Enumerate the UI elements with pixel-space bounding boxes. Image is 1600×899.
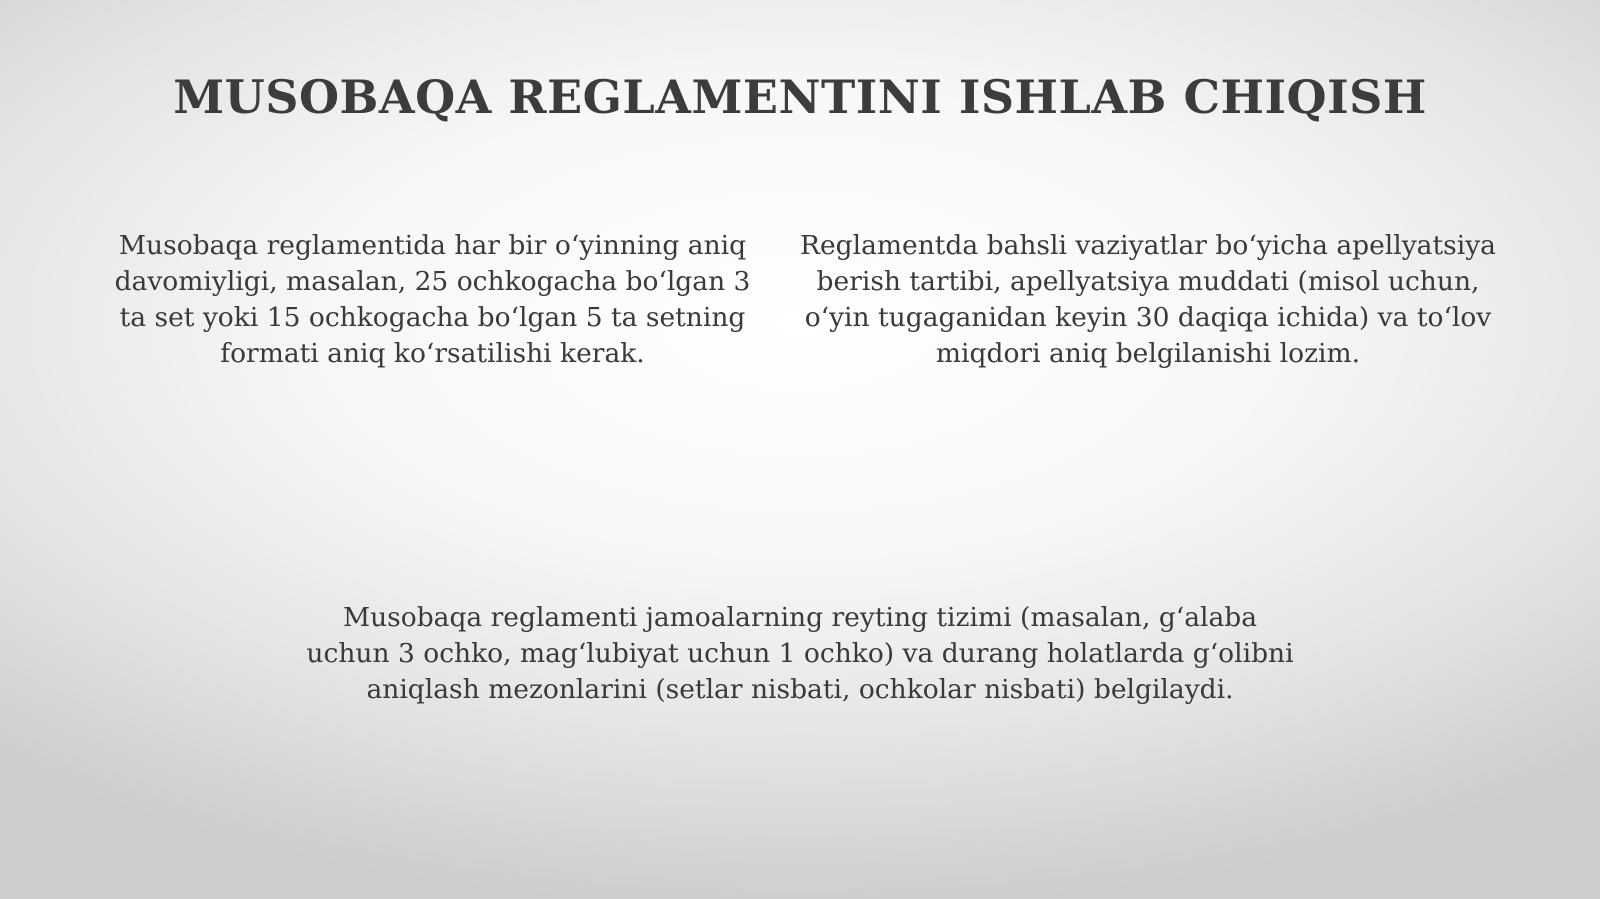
text-block-appeal-procedure: Reglamentda bahsli vaziyatlar bo‘yicha apellyatsiya berish tartibi, apellyatsiya muddati (misol uchun, o‘yin tugaganidan keyin 30 daqiqa ichida) va to‘lov miqdori aniq belgilanishi lozim. <box>800 230 1496 369</box>
text-block-match-format: Musobaqa reglamentida har bir o‘yinning aniq davomiyligi, masalan, 25 ochkogacha bo‘lgan 3 ta set yoki 15 ochkogacha bo‘lgan 5 ta setning formati aniq ko‘rsatilishi kerak. <box>114 230 751 369</box>
text-block-rating-system: Musobaqa reglamenti jamoalarning reyting tizimi (masalan, g‘alaba uchun 3 ochko, mag‘lubiyat uchun 1 ochko) va durang holatlarda g‘olibni aniqlash mezonlarini (setlar nisbati, ochkolar nisbati) belgilaydi. <box>306 602 1294 705</box>
slide-title: MUSOBAQA REGLAMENTINI ISHLAB CHIQISH <box>173 70 1427 124</box>
